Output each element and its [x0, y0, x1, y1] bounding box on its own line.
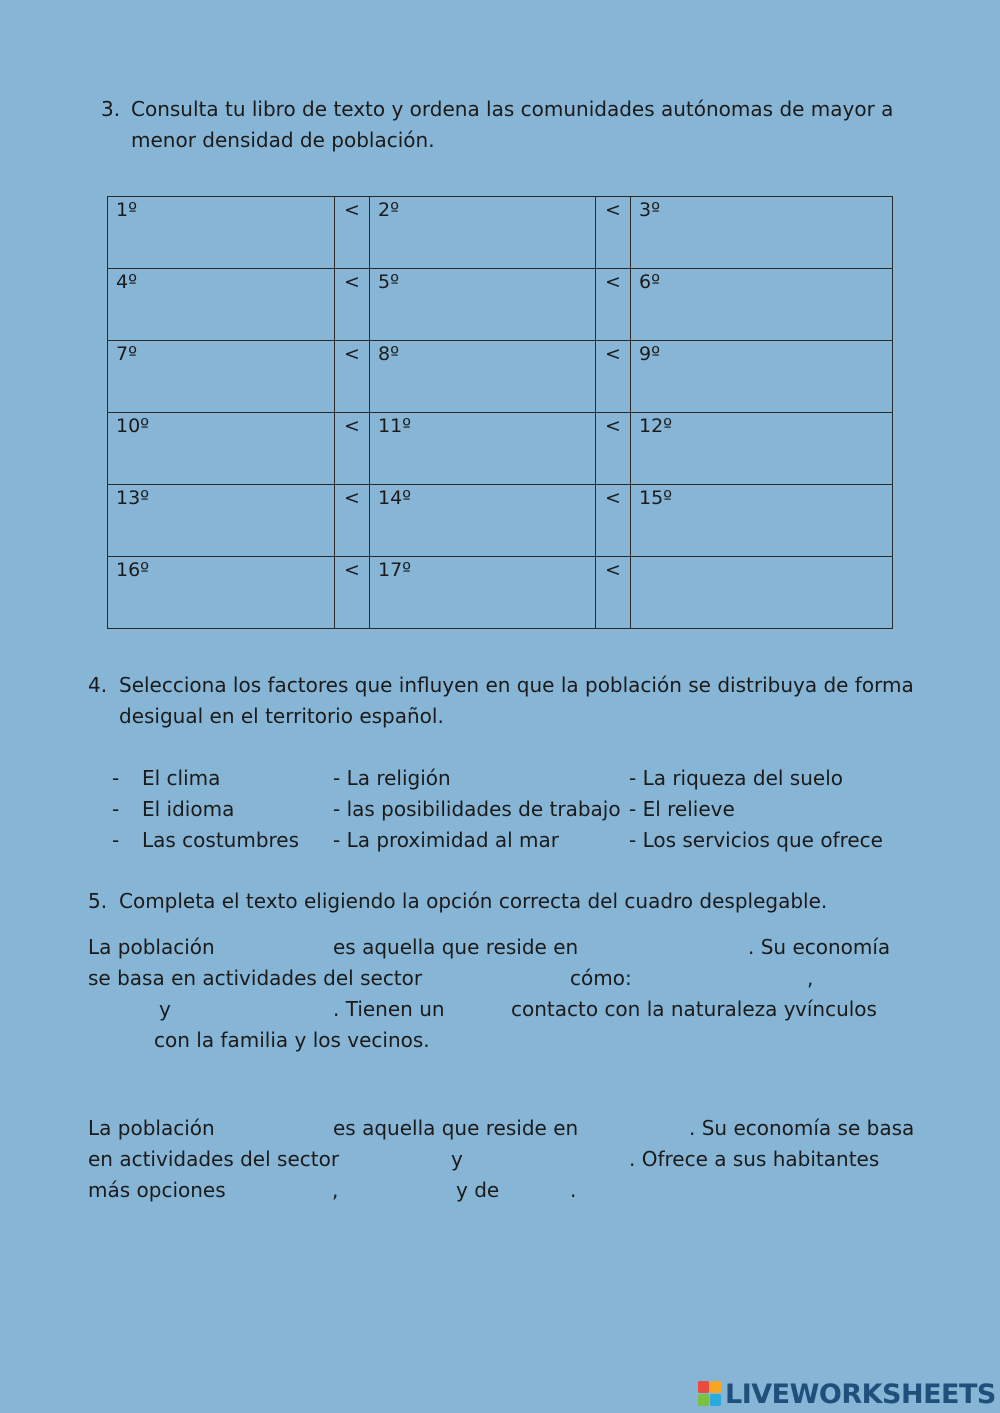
- question-text-line: menor densidad de población.: [131, 128, 435, 152]
- rank-cell[interactable]: 16º: [108, 557, 335, 629]
- rank-cell[interactable]: 15º: [631, 485, 893, 557]
- liveworksheets-logo[interactable]: [698, 1376, 996, 1412]
- paragraph-text: .: [570, 1178, 577, 1202]
- less-than-sign: <: [335, 557, 370, 629]
- paragraph-text: La población: [88, 935, 215, 959]
- dropdown-blank[interactable]: [774, 995, 794, 1023]
- dropdown-blank[interactable]: [636, 964, 804, 992]
- table-row: [108, 269, 893, 341]
- dash: -: [112, 797, 120, 821]
- paragraph-text: . Su economía: [748, 935, 891, 959]
- factor-option[interactable]: El idioma: [142, 797, 235, 821]
- less-than-sign: <: [335, 269, 370, 341]
- dropdown-blank[interactable]: [568, 1114, 684, 1142]
- question-number: 4.: [88, 673, 108, 697]
- rank-cell[interactable]: 3º: [631, 197, 893, 269]
- paragraph-text: más opciones: [88, 1178, 226, 1202]
- question-text-line: Completa el texto eligiendo la opción correcta del cuadro desplegable.: [119, 889, 828, 913]
- factor-option[interactable]: El clima: [142, 766, 221, 790]
- paragraph-text: en actividades del sector: [88, 1147, 340, 1171]
- paragraph-text: La población: [88, 1116, 215, 1140]
- table-row: [108, 341, 893, 413]
- paragraph-text: vínculos: [795, 997, 877, 1021]
- rank-cell[interactable]: 6º: [631, 269, 893, 341]
- rank-cell[interactable]: 10º: [108, 413, 335, 485]
- factor-option[interactable]: - La proximidad al mar: [333, 828, 559, 852]
- dash: -: [112, 828, 120, 852]
- less-than-sign: <: [335, 413, 370, 485]
- paragraph-text: . Ofrece a sus habitantes: [629, 1147, 880, 1171]
- less-than-sign: <: [335, 341, 370, 413]
- factor-option[interactable]: - las posibilidades de trabajo: [333, 797, 621, 821]
- dropdown-blank[interactable]: [442, 995, 506, 1023]
- dropdown-blank[interactable]: [468, 1145, 626, 1173]
- less-than-sign: <: [596, 413, 631, 485]
- dropdown-blank[interactable]: [88, 995, 158, 1023]
- paragraph-text: . Su economía se basa: [689, 1116, 915, 1140]
- paragraph-text: es aquella que reside en: [333, 935, 579, 959]
- rank-cell[interactable]: 14º: [370, 485, 596, 557]
- less-than-sign: <: [596, 269, 631, 341]
- less-than-sign: <: [596, 197, 631, 269]
- rank-cell[interactable]: 12º: [631, 413, 893, 485]
- ranking-table: [107, 196, 893, 629]
- rank-cell[interactable]: 5º: [370, 269, 596, 341]
- table-row: [108, 557, 893, 629]
- dropdown-blank[interactable]: [342, 1176, 450, 1204]
- dropdown-blank[interactable]: [212, 933, 328, 961]
- dropdown-blank[interactable]: [404, 964, 566, 992]
- dropdown-blank[interactable]: [568, 933, 744, 961]
- table-row: [108, 485, 893, 557]
- rank-cell[interactable]: 2º: [370, 197, 596, 269]
- rank-cell[interactable]: 11º: [370, 413, 596, 485]
- less-than-sign: <: [596, 485, 631, 557]
- question-text-line: desigual en el territorio español.: [119, 704, 444, 728]
- paragraph-text: con la familia y los vecinos.: [154, 1028, 430, 1052]
- paragraph-text: y: [159, 997, 171, 1021]
- paragraph-text: ,: [807, 966, 814, 990]
- paragraph-text: y: [451, 1147, 463, 1171]
- question-number: 3.: [101, 97, 121, 121]
- table-row: [108, 413, 893, 485]
- rank-cell[interactable]: 1º: [108, 197, 335, 269]
- rank-cell[interactable]: 17º: [370, 557, 596, 629]
- paragraph-text: . Tienen un: [333, 997, 445, 1021]
- less-than-sign: <: [335, 485, 370, 557]
- less-than-sign: <: [596, 341, 631, 413]
- rank-cell[interactable]: 8º: [370, 341, 596, 413]
- dash: -: [112, 766, 120, 790]
- logo-mark-icon: [698, 1381, 722, 1407]
- rank-cell[interactable]: 13º: [108, 485, 335, 557]
- dropdown-blank[interactable]: [178, 995, 332, 1023]
- paragraph-text: contacto con la naturaleza y: [511, 997, 796, 1021]
- rank-cell[interactable]: 7º: [108, 341, 335, 413]
- dropdown-blank[interactable]: [212, 1114, 328, 1142]
- paragraph-text: ,: [332, 1178, 339, 1202]
- dropdown-blank[interactable]: [88, 1026, 152, 1054]
- factor-option[interactable]: - La religión: [333, 766, 451, 790]
- table-row: [108, 197, 893, 269]
- logo-text: LIVEWORKSHEETS: [725, 1378, 996, 1410]
- paragraph-text: cómo:: [570, 966, 632, 990]
- question-text-line: Consulta tu libro de texto y ordena las comunidades autónomas de mayor a: [131, 97, 894, 121]
- paragraph-text: es aquella que reside en: [333, 1116, 579, 1140]
- paragraph-text: y de: [456, 1178, 500, 1202]
- less-than-sign: <: [335, 197, 370, 269]
- rank-cell[interactable]: [631, 557, 893, 629]
- factor-option[interactable]: Las costumbres: [142, 828, 300, 852]
- question-text-line: Selecciona los factores que influyen en que la población se distribuya de forma: [119, 673, 914, 697]
- less-than-sign: <: [596, 557, 631, 629]
- dropdown-blank[interactable]: [500, 1176, 566, 1204]
- question-number: 5.: [88, 889, 108, 913]
- rank-cell[interactable]: 9º: [631, 341, 893, 413]
- factor-option[interactable]: - El relieve: [629, 797, 735, 821]
- paragraph-text: se basa en actividades del sector: [88, 966, 423, 990]
- factor-option[interactable]: - Los servicios que ofrece: [629, 828, 883, 852]
- dropdown-blank[interactable]: [330, 1145, 448, 1173]
- factor-option[interactable]: - La riqueza del suelo: [629, 766, 844, 790]
- dropdown-blank[interactable]: [222, 1176, 330, 1204]
- rank-cell[interactable]: 4º: [108, 269, 335, 341]
